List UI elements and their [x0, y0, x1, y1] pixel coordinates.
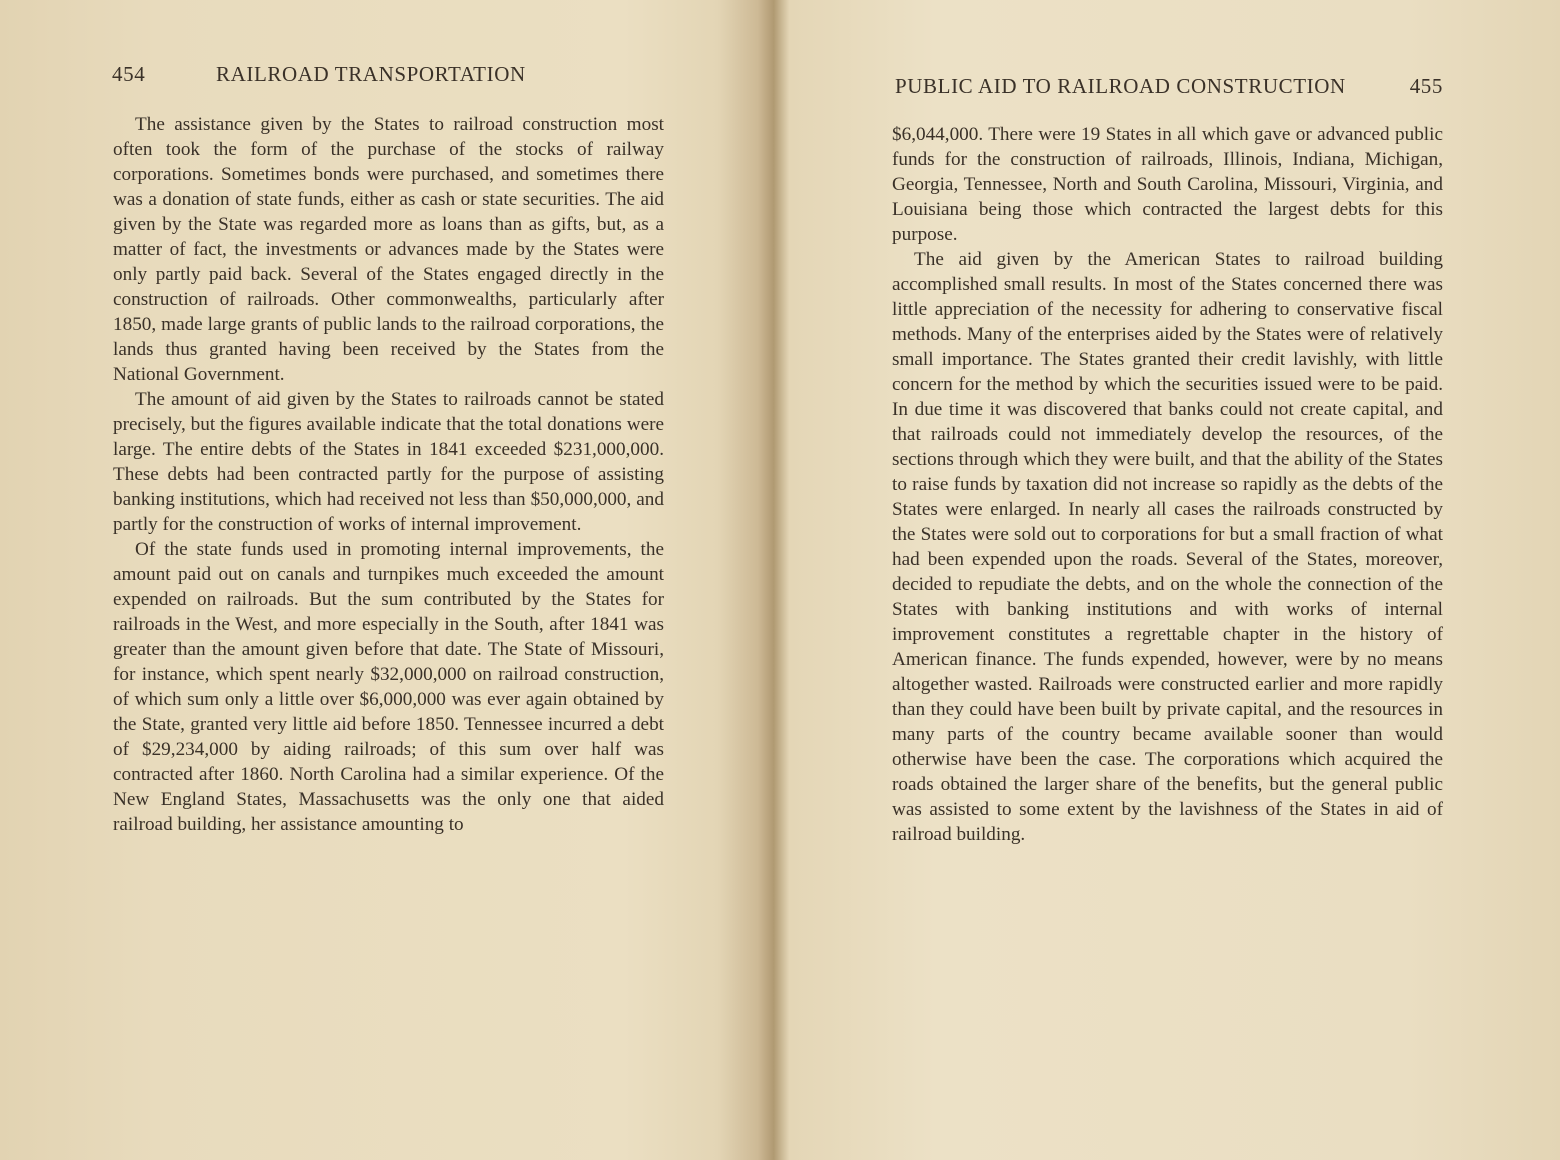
body-text	[113, 112, 664, 837]
page-number: 454	[112, 62, 146, 86]
running-title: PUBLIC AID TO RAILROAD CONSTRUCTION	[895, 74, 1346, 98]
left-page	[0, 0, 770, 1160]
body-text	[892, 122, 1443, 847]
running-head	[895, 74, 1443, 99]
paragraph: The assistance given by the States to railroad construction most often took the form of the purchase of the stocks of railway corporations. Sometimes bonds were purchased, and sometimes there was a donation of state funds, either as cash or state securities. The aid given by the State was regarded more as loans than as gifts, but, as a matter of fact, the investments or advances made by the States were only partly paid back. Several of the States engaged directly in the construction of railroads. Other commonwealths, particularly after 1850, made large grants of public lands to the railroad corporations, the lands thus granted having been received by the States from the National Government.	[113, 114, 664, 385]
paragraph: The aid given by the American States to railroad building accomplished small results. In most of the States concerned there was little appreciation of the necessity for adhering to conservative fiscal methods. Many of the enterprises aided by the States were of relatively small importance. The States granted their credit lavishly, with little concern for the method by which the securities issued were to be paid. In due time it was discovered that banks could not create capital, and that railroads could not immediately develop the resources, of the sections through which they were built, and that the ability of the States to raise funds by taxation did not increase so rapidly as the debts of the States were enlarged. In nearly all cases the railroads constructed by the States were sold out to corporations for but a small fraction of what had been expended upon the roads. Several of the States, moreover, decided to repudiate the debts, and on the whole the connection of the States with banking institutions and with works of internal improvement constitutes a regrettable chapter in the history of American finance. The funds expended, however, were by no means altogether wasted. Railroads were constructed earlier and more rapidly than they could have been built by private capital, and the resources in many parts of the country became available sooner than would otherwise have been the case. The corporations which acquired the roads obtained the larger share of the benefits, but the general public was assisted to some extent by the lavishness of the States in aid of railroad building.	[892, 249, 1443, 845]
paragraph: The amount of aid given by the States to railroads cannot be stated precisely, but the figures available indicate that the total donations were large. The entire debts of the States in 1841 exceeded $231,000,000. These debts had been contracted partly for the purpose of assisting banking institutions, which had received not less than $50,000,000, and partly for the construction of works of internal improvement.	[113, 389, 664, 535]
paragraph: Of the state funds used in promoting internal improvements, the amount paid out on canals and turnpikes much exceeded the amount expended on railroads. But the sum contributed by the States for railroads in the West, and more especially in the South, after 1841 was greater than the amount given before that date. The State of Missouri, for instance, which spent nearly $32,000,000 on railroad construction, of which sum only a little over $6,000,000 was ever again obtained by the State, granted very little aid before 1850. Tennessee incurred a debt of $29,234,000 by aiding railroads; of this sum over half was contracted after 1860. North Carolina had a similar experience. Of the New England States, Massachusetts was the only one that aided railroad building, her assistance amounting to	[113, 539, 664, 835]
running-head	[112, 62, 564, 87]
paragraph: $6,044,000. There were 19 States in all which gave or advanced public funds for the construction of railroads, Illinois, Indiana, Michigan, Georgia, Tennessee, North and South Carolina, Missouri, Virginia, and Louisiana being those which contracted the largest debts for this purpose.	[892, 124, 1443, 245]
right-page	[790, 0, 1560, 1160]
page-number: 455	[1409, 74, 1443, 98]
running-title: RAILROAD TRANSPORTATION	[216, 62, 526, 86]
